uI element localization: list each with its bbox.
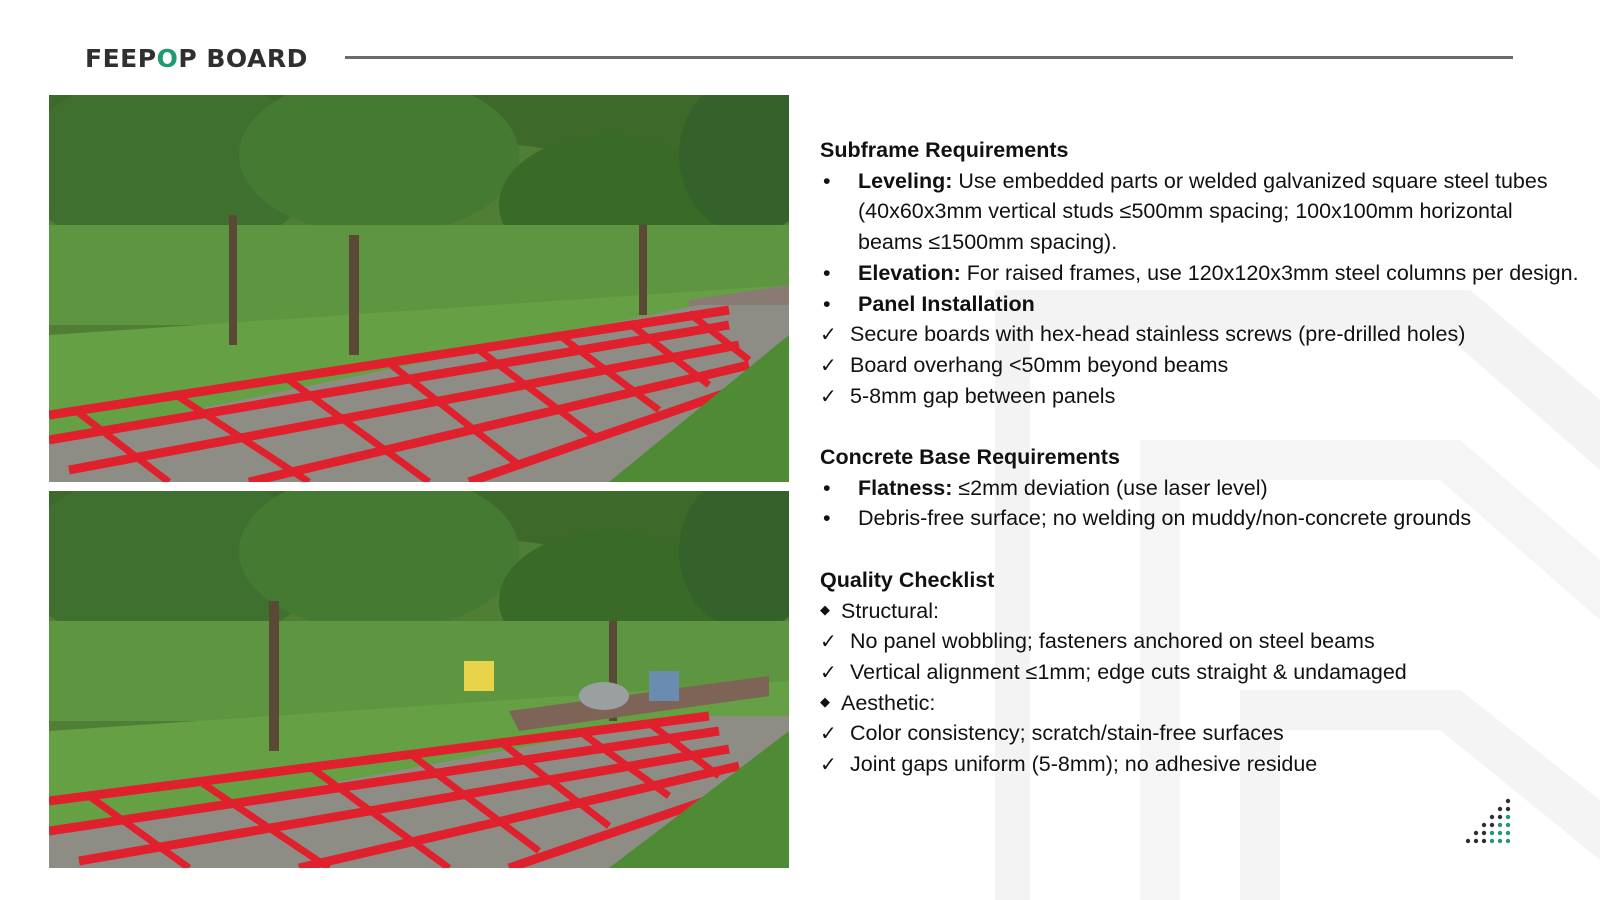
- elevation-item: • Elevation: For raised frames, use 120x120x3mm steel columns per design.: [820, 258, 1580, 289]
- bullet-mark: •: [823, 260, 831, 285]
- diamond-icon: ◆: [820, 694, 830, 710]
- concrete-title: Concrete Base Requirements: [820, 445, 1120, 470]
- debris-item: • Debris-free surface; no welding on muddy/non-concrete grounds: [820, 503, 1580, 534]
- check-icon: ✓: [820, 659, 837, 684]
- header: [85, 40, 308, 76]
- brand-logo: FEEPOP BOARD: [85, 43, 308, 73]
- header-divider: [345, 56, 1513, 59]
- subframe-photo-grid: [49, 95, 789, 482]
- check-item: ✓ Secure boards with hex-head stainless screws (pre-drilled holes): [820, 319, 1580, 350]
- check-icon: ✓: [820, 383, 837, 408]
- structural-heading: ◆ Structural:: [820, 596, 1580, 627]
- installation-requirements: [820, 135, 1580, 780]
- check-icon: ✓: [820, 629, 837, 654]
- diamond-icon: ◆: [820, 602, 830, 618]
- check-item: ✓ 5-8mm gap between panels: [820, 381, 1580, 412]
- leveling-item: • Leveling: Use embedded parts or welded galvanized square steel tubes (40x60x3mm vertical studs ≤500mm spacing; 100x100mm horizontal beams ≤1500mm spacing).: [820, 166, 1580, 258]
- bullet-mark: •: [823, 506, 831, 531]
- quality-title: Quality Checklist: [820, 567, 995, 592]
- subframe-title: Subframe Requirements: [820, 138, 1069, 162]
- bullet-mark: •: [823, 475, 831, 500]
- bullet-mark: •: [823, 168, 831, 193]
- check-icon: ✓: [820, 322, 837, 347]
- flatness-item: • Flatness: ≤2mm deviation (use laser level): [820, 473, 1580, 504]
- dot-pattern-decoration: [1462, 797, 1514, 849]
- check-item: ✓ Color consistency; scratch/stain-free surfaces: [820, 718, 1580, 749]
- check-icon: ✓: [820, 752, 837, 777]
- bullet-mark: •: [823, 291, 831, 316]
- check-icon: ✓: [820, 721, 837, 746]
- check-item: ✓ No panel wobbling; fasteners anchored on steel beams: [820, 626, 1580, 657]
- check-icon: ✓: [820, 352, 837, 377]
- panel-installation-item: • Panel Installation: [820, 289, 1580, 320]
- subframe-photo-workers: [49, 491, 789, 868]
- check-item: ✓ Vertical alignment ≤1mm; edge cuts straight & undamaged: [820, 657, 1580, 688]
- check-item: ✓ Joint gaps uniform (5-8mm); no adhesive residue: [820, 749, 1580, 780]
- aesthetic-heading: ◆ Aesthetic:: [820, 688, 1580, 719]
- check-item: ✓ Board overhang <50mm beyond beams: [820, 350, 1580, 381]
